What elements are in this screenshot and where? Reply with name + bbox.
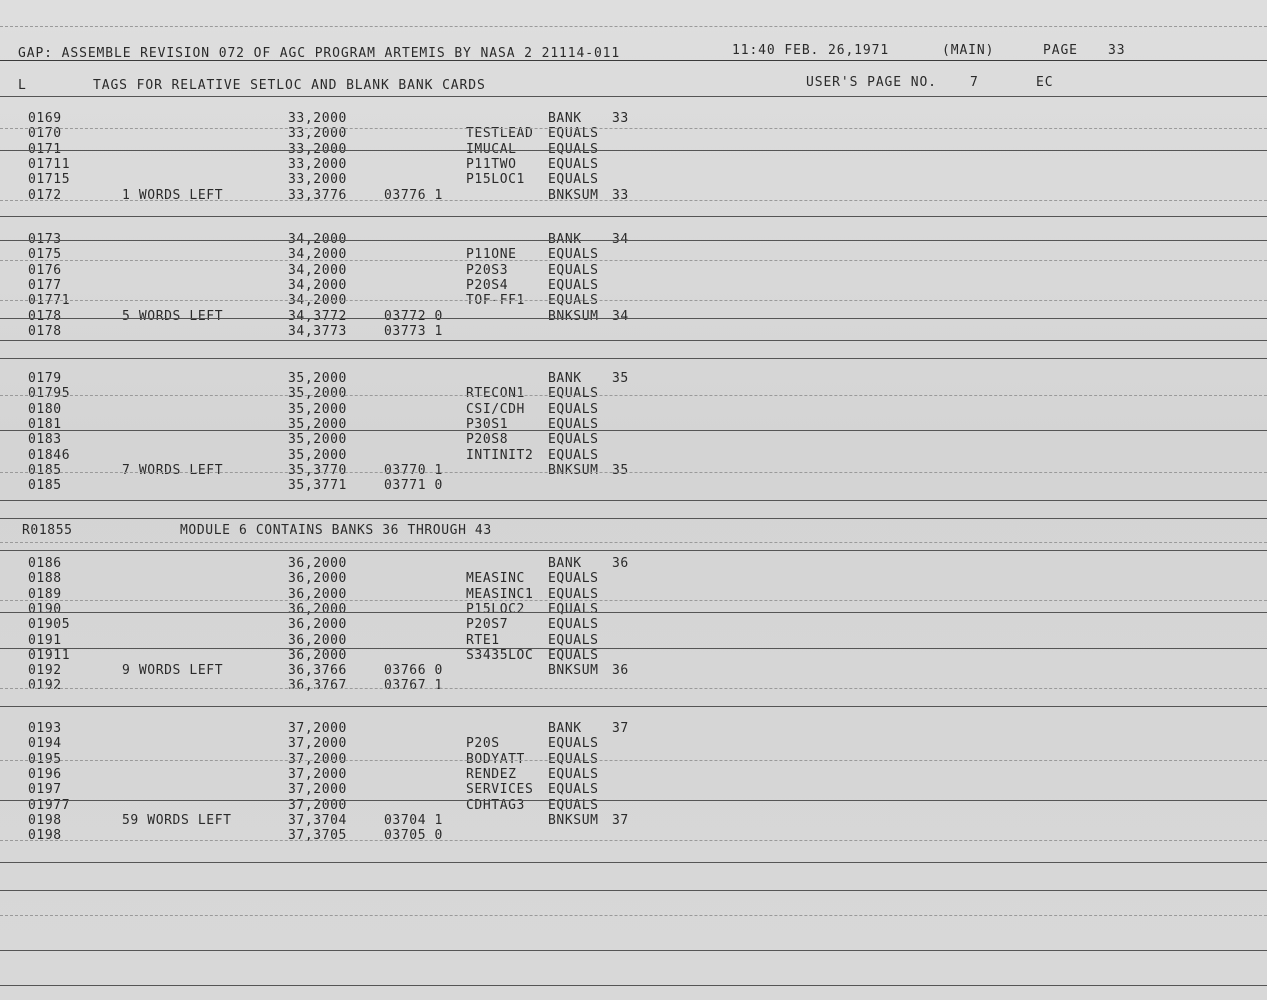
tag-name: BODYATT [466,752,525,767]
tag-name: P30S1 [466,417,509,432]
line-sequence-number: 0183 [28,432,62,447]
tag-name: TESTLEAD [466,126,534,141]
dashed-rule-line [0,760,1267,761]
address-value: 35,3770 [288,463,347,478]
operand-value: 36 [612,556,629,571]
line-sequence-number: 0177 [28,278,62,293]
operator-name: EQUALS [548,247,599,262]
line-sequence-number: 0195 [28,752,62,767]
rule-line [0,550,1267,551]
operator-name: EQUALS [548,648,599,663]
address-value: 36,2000 [288,648,347,663]
address-value: 36,2000 [288,556,347,571]
dashed-rule-line [0,688,1267,689]
line-sequence-number: 0178 [28,324,62,339]
line-sequence-number: 01715 [28,172,71,187]
tag-name: SERVICES [466,782,534,797]
address-value: 34,2000 [288,232,347,247]
rule-line [0,216,1267,217]
dashed-rule-line [0,840,1267,841]
line-sequence-number: 0192 [28,663,62,678]
line-sequence-number: 01911 [28,648,71,663]
tag-name: P15LOC2 [466,602,525,617]
tag-name: P11ONE [466,247,517,262]
dashed-rule-line [0,472,1267,473]
section-title: TAGS FOR RELATIVE SETLOC AND BLANK BANK CARDS [93,78,486,93]
tag-name: IMUCAL [466,142,517,157]
rule-line [0,950,1267,951]
address-value: 36,3767 [288,678,347,693]
address-value: 37,2000 [288,721,347,736]
line-sequence-number: 0178 [28,309,62,324]
octal-code: 03772 0 [384,309,443,324]
operator-name: EQUALS [548,782,599,797]
operand-value: 33 [612,111,629,126]
address-value: 33,2000 [288,172,347,187]
operand-value: 36 [612,663,629,678]
header-assembly-line: GAP: ASSEMBLE REVISION 072 OF AGC PROGRAM ARTEMIS BY NASA 2 21114-011 [18,46,621,61]
tag-name: TOF-FF1 [466,293,525,308]
operator-name: EQUALS [548,617,599,632]
tag-name: CSI/CDH [466,402,525,417]
octal-code: 03770 1 [384,463,443,478]
line-sequence-number: 0170 [28,126,62,141]
operator-name: EQUALS [548,432,599,447]
operator-name: BANK [548,111,582,126]
address-value: 35,2000 [288,448,347,463]
rule-line [0,612,1267,613]
address-value: 34,2000 [288,293,347,308]
operator-name: BANK [548,721,582,736]
line-sequence-number: 0190 [28,602,62,617]
header-rule [0,60,1267,61]
address-value: 33,2000 [288,111,347,126]
tag-name: P15LOC1 [466,172,525,187]
address-value: 37,2000 [288,798,347,813]
dashed-rule-line [0,300,1267,301]
address-value: 33,2000 [288,142,347,157]
dashed-rule-line [0,26,1267,27]
words-left-note: 7 WORDS LEFT [122,463,224,478]
operator-name: EQUALS [548,736,599,751]
tag-name: INTINIT2 [466,448,534,463]
line-sequence-number: R01855 [22,523,73,538]
dashed-rule-line [0,600,1267,601]
rule-line [0,800,1267,801]
module-note: MODULE 6 CONTAINS BANKS 36 THROUGH 43 [180,523,492,538]
address-value: 37,3705 [288,828,347,843]
operator-name: BANK [548,232,582,247]
users-page-label: USER'S PAGE NO. [806,75,937,90]
address-value: 34,2000 [288,278,347,293]
words-left-note: 5 WORDS LEFT [122,309,224,324]
line-sequence-number: 01711 [28,157,71,172]
line-sequence-number: 0196 [28,767,62,782]
operator-name: EQUALS [548,752,599,767]
line-sequence-number: 01977 [28,798,71,813]
line-sequence-number: 0194 [28,736,62,751]
line-sequence-number: 0171 [28,142,62,157]
octal-code: 03773 1 [384,324,443,339]
address-value: 34,3773 [288,324,347,339]
address-value: 35,2000 [288,402,347,417]
octal-code: 03705 0 [384,828,443,843]
tag-name: P20S4 [466,278,509,293]
address-value: 34,3772 [288,309,347,324]
operator-name: BNKSUM [548,463,599,478]
operator-name: BANK [548,556,582,571]
line-sequence-number: 0191 [28,633,62,648]
address-value: 37,2000 [288,752,347,767]
words-left-note: 1 WORDS LEFT [122,188,224,203]
tag-name: P20S3 [466,263,509,278]
address-value: 36,2000 [288,587,347,602]
operator-name: EQUALS [548,767,599,782]
rule-line [0,706,1267,707]
operator-name: EQUALS [548,602,599,617]
line-sequence-number: 0172 [28,188,62,203]
line-sequence-number: 01846 [28,448,71,463]
operator-name: EQUALS [548,633,599,648]
address-value: 36,2000 [288,602,347,617]
dashed-rule-line [0,395,1267,396]
address-value: 33,2000 [288,157,347,172]
operand-value: 33 [612,188,629,203]
header-page-label: PAGE [1043,43,1078,58]
tag-name: RENDEZ [466,767,517,782]
tag-name: RTECON1 [466,386,525,401]
line-sequence-number: 0185 [28,463,62,478]
address-value: 37,2000 [288,736,347,751]
address-value: 36,2000 [288,617,347,632]
address-value: 35,2000 [288,432,347,447]
rule-line [0,500,1267,501]
operator-name: EQUALS [548,417,599,432]
line-sequence-number: 0179 [28,371,62,386]
header-page-number: 33 [1108,43,1126,58]
address-value: 36,3766 [288,663,347,678]
address-value: 36,2000 [288,633,347,648]
operand-value: 37 [612,813,629,828]
rule-line [0,318,1267,319]
tag-name: RTE1 [466,633,500,648]
dashed-rule-line [0,128,1267,129]
dashed-rule-line [0,542,1267,543]
tag-name: S3435LOC [466,648,534,663]
line-sequence-number: 0192 [28,678,62,693]
address-value: 35,2000 [288,417,347,432]
address-value: 35,2000 [288,386,347,401]
rule-line [0,96,1267,97]
rule-line [0,240,1267,241]
line-sequence-number: 0175 [28,247,62,262]
address-value: 36,2000 [288,571,347,586]
operator-name: BNKSUM [548,663,599,678]
octal-code: 03767 1 [384,678,443,693]
octal-code: 03704 1 [384,813,443,828]
rule-line [0,430,1267,431]
operator-name: EQUALS [548,448,599,463]
line-sequence-number: 0185 [28,478,62,493]
address-value: 35,2000 [288,371,347,386]
line-sequence-number: 01905 [28,617,71,632]
tag-name: MEASINC [466,571,525,586]
header-main-label: (MAIN) [942,43,995,58]
rule-line [0,890,1267,891]
tag-name: P20S7 [466,617,509,632]
address-value: 35,3771 [288,478,347,493]
line-sequence-number: 0197 [28,782,62,797]
rule-line [0,358,1267,359]
line-sequence-number: 0189 [28,587,62,602]
operator-name: EQUALS [548,402,599,417]
line-sequence-number: 01795 [28,386,71,401]
line-sequence-number: 0180 [28,402,62,417]
octal-code: 03776 1 [384,188,443,203]
operator-name: EQUALS [548,293,599,308]
rule-line [0,340,1267,341]
words-left-note: 59 WORDS LEFT [122,813,232,828]
dashed-rule-line [0,200,1267,201]
address-value: 33,2000 [288,126,347,141]
operand-value: 34 [612,232,629,247]
operator-name: BNKSUM [548,813,599,828]
line-sequence-number: 0169 [28,111,62,126]
address-value: 37,2000 [288,767,347,782]
line-sequence-number: 0176 [28,263,62,278]
operator-name: EQUALS [548,172,599,187]
address-value: 37,2000 [288,782,347,797]
operator-name: EQUALS [548,157,599,172]
line-sequence-number: 0181 [28,417,62,432]
line-sequence-number: 0188 [28,571,62,586]
operator-name: BNKSUM [548,309,599,324]
tag-name: CDHTAG3 [466,798,525,813]
rule-line [0,648,1267,649]
dashed-rule-line [0,260,1267,261]
operator-name: EQUALS [548,571,599,586]
address-value: 37,3704 [288,813,347,828]
rule-line [0,150,1267,151]
operator-name: BNKSUM [548,188,599,203]
tag-name: P20S [466,736,500,751]
operator-name: EQUALS [548,126,599,141]
tag-name: P20S8 [466,432,509,447]
operand-value: 37 [612,721,629,736]
tag-name: P11TWO [466,157,517,172]
operator-name: EQUALS [548,587,599,602]
words-left-note: 9 WORDS LEFT [122,663,224,678]
address-value: 34,2000 [288,247,347,262]
line-sequence-number: 0186 [28,556,62,571]
operator-name: BANK [548,371,582,386]
line-sequence-number: 0198 [28,828,62,843]
address-value: 34,2000 [288,263,347,278]
dashed-rule-line [0,915,1267,916]
operand-value: 35 [612,371,629,386]
header-line-code: L [18,78,27,93]
operand-value: 35 [612,463,629,478]
header-timestamp: 11:40 FEB. 26,1971 [732,43,890,58]
operator-name: EQUALS [548,142,599,157]
line-sequence-number: 01771 [28,293,71,308]
line-sequence-number: 0198 [28,813,62,828]
line-sequence-number: 0193 [28,721,62,736]
operator-name: EQUALS [548,798,599,813]
line-sequence-number: 0173 [28,232,62,247]
operator-name: EQUALS [548,263,599,278]
address-value: 33,3776 [288,188,347,203]
tag-name: MEASINC1 [466,587,534,602]
rule-line [0,518,1267,519]
rule-line [0,985,1267,986]
header-trailing-text: EC [1036,75,1054,90]
octal-code: 03766 0 [384,663,443,678]
rule-line [0,862,1267,863]
operand-value: 34 [612,309,629,324]
users-page-number: 7 [970,75,979,90]
operator-name: EQUALS [548,278,599,293]
operator-name: EQUALS [548,386,599,401]
octal-code: 03771 0 [384,478,443,493]
